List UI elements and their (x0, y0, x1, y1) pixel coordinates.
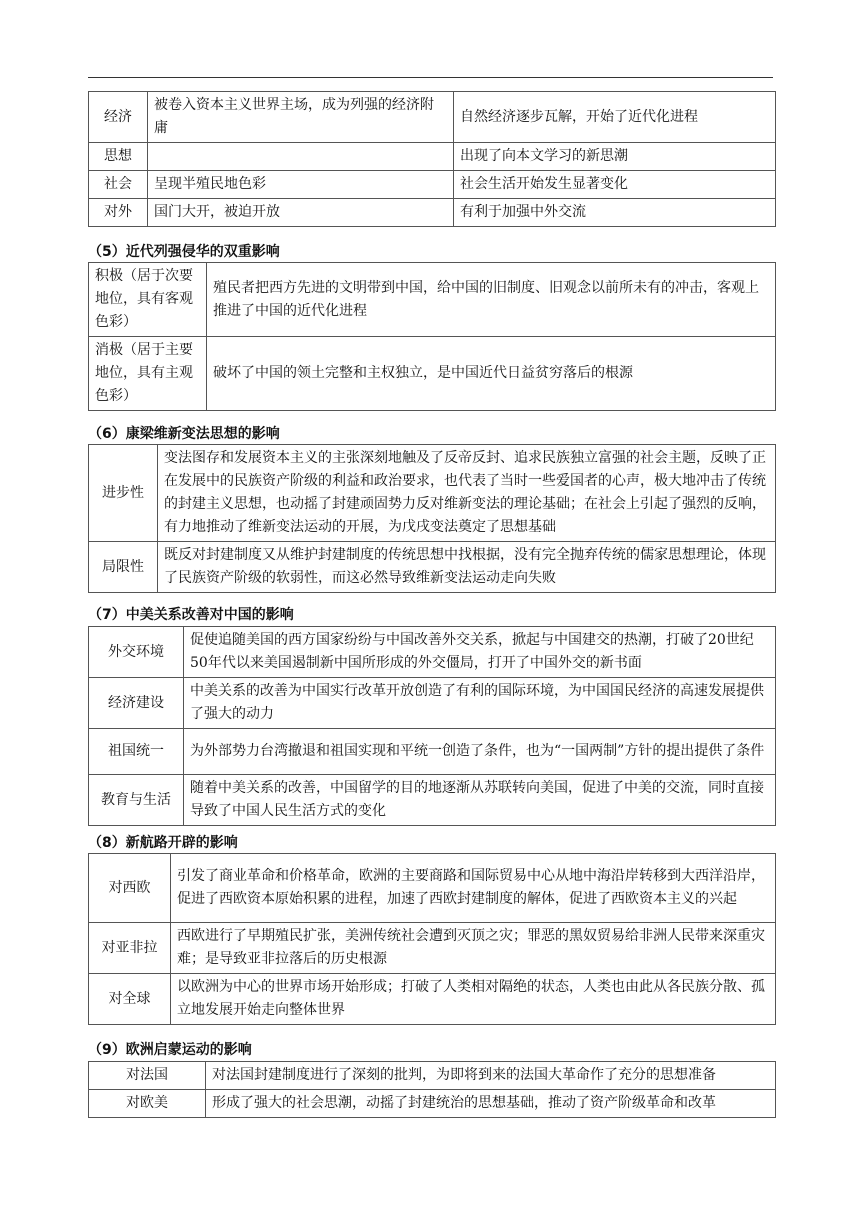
row-label: 对法国 (89, 1062, 206, 1090)
table-row (89, 1090, 776, 1118)
table-row (89, 923, 776, 974)
row-label: 消极（居于主要地位，具有主观色彩） (89, 337, 207, 411)
row-label: 积极（居于次要地位，具有客观色彩） (89, 263, 207, 337)
row-cell: 出现了向本文学习的新思潮 (454, 143, 776, 171)
row-cell: 殖民者把西方先进的文明带到中国，给中国的旧制度、旧观念以前所未有的冲击，客观上推进了中国的近代化进程 (207, 263, 776, 337)
section-title: （9）欧洲启蒙运动的影响 (88, 1042, 252, 1058)
row-cell: 变法图存和发展资本主义的主张深刻地触及了反帝反封、追求民族独立富强的社会主题，反映了正在发展中的民族资产阶级的利益和政治要求，也代表了当时一些爱国者的心声，极大地冲击了传统的封建主义思想，也动摇了封建顽固势力反对维新变法的理论基础；在社会上引起了强烈的反响，有力地推动了维新变法运动的开展，为戊戌变法奠定了思想基础 (158, 445, 776, 542)
row-label: 对外 (89, 199, 148, 227)
table-row (89, 143, 776, 171)
table-row (89, 974, 776, 1025)
table-row (89, 171, 776, 199)
row-label: 思想 (89, 143, 148, 171)
table-row (89, 199, 776, 227)
header-rule (88, 77, 773, 78)
row-label: 对亚非拉 (89, 923, 171, 974)
table-section9 (88, 1061, 776, 1118)
row-label: 社会 (89, 171, 148, 199)
row-label: 祖国统一 (89, 729, 184, 775)
row-label: 对欧美 (89, 1090, 206, 1118)
row-cell: 国门大开，被迫开放 (148, 199, 454, 227)
row-cell: 西欧进行了早期殖民扩张，美洲传统社会遭到灭顶之灾；罪恶的黑奴贸易给非洲人民带来深重灾难；是导致亚非拉落后的历史根源 (171, 923, 776, 974)
row-cell: 以欧洲为中心的世界市场开始形成；打破了人类相对隔绝的状态，人类也由此从各民族分散、孤立地发展开始走向整体世界 (171, 974, 776, 1025)
table-section5 (88, 262, 776, 411)
row-label: 局限性 (89, 542, 158, 593)
table-row (89, 337, 776, 411)
row-cell: 为外部势力台湾撤退和祖国实现和平统一创造了条件，也为“一国两制”方针的提出提供了条件 (184, 729, 776, 775)
row-cell: 形成了强大的社会思潮，动摇了封建统治的思想基础，推动了资产阶级革命和改革 (206, 1090, 776, 1118)
table-section7 (88, 626, 776, 826)
table-row (89, 542, 776, 593)
row-label: 外交环境 (89, 627, 184, 678)
row-cell: 破坏了中国的领土完整和主权独立，是中国近代日益贫穷落后的根源 (207, 337, 776, 411)
section-title: （5）近代列强侵华的双重影响 (88, 244, 280, 260)
row-cell: 中美关系的改善为中国实行改革开放创造了有利的国际环境，为中国国民经济的高速发展提供了强大的动力 (184, 678, 776, 729)
table-row (89, 854, 776, 923)
row-cell (148, 143, 454, 171)
row-label: 经济建设 (89, 678, 184, 729)
table-row (89, 678, 776, 729)
table-row (89, 729, 776, 775)
row-cell: 有利于加强中外交流 (454, 199, 776, 227)
section-title: （8）新航路开辟的影响 (88, 835, 238, 851)
table-row (89, 445, 776, 542)
table-section6 (88, 444, 776, 593)
row-cell: 自然经济逐步瓦解，开始了近代化进程 (454, 92, 776, 143)
row-label: 进步性 (89, 445, 158, 542)
row-cell: 对法国封建制度进行了深刻的批判，为即将到来的法国大革命作了充分的思想准备 (206, 1062, 776, 1090)
row-label: 教育与生活 (89, 775, 184, 826)
table-row (89, 627, 776, 678)
section-title: （7）中美关系改善对中国的影响 (88, 607, 294, 623)
table-social-impact (88, 91, 776, 227)
row-label: 经济 (89, 92, 148, 143)
table-row (89, 1062, 776, 1090)
table-row (89, 263, 776, 337)
section-title: （6）康梁维新变法思想的影响 (88, 426, 280, 442)
row-cell: 被卷入资本主义世界主场，成为列强的经济附庸 (148, 92, 454, 143)
table-row (89, 92, 776, 143)
row-cell: 随着中美关系的改善，中国留学的目的地逐渐从苏联转向美国，促进了中美的交流，同时直接导致了中国人民生活方式的变化 (184, 775, 776, 826)
table-section8 (88, 853, 776, 1025)
row-label: 对全球 (89, 974, 171, 1025)
table-row (89, 775, 776, 826)
row-cell: 促使追随美国的西方国家纷纷与中国改善外交关系，掀起与中国建交的热潮，打破了20世纪50年代以来美国遏制新中国所形成的外交僵局，打开了中国外交的新书面 (184, 627, 776, 678)
row-cell: 引发了商业革命和价格革命，欧洲的主要商路和国际贸易中心从地中海沿岸转移到大西洋沿岸，促进了西欧资本原始积累的进程，加速了西欧封建制度的解体，促进了西欧资本主义的兴起 (171, 854, 776, 923)
row-cell: 既反对封建制度又从维护封建制度的传统思想中找根据，没有完全抛弃传统的儒家思想理论，体现了民族资产阶级的软弱性，而这必然导致维新变法运动走向失败 (158, 542, 776, 593)
row-cell: 社会生活开始发生显著变化 (454, 171, 776, 199)
row-cell: 呈现半殖民地色彩 (148, 171, 454, 199)
row-label: 对西欧 (89, 854, 171, 923)
